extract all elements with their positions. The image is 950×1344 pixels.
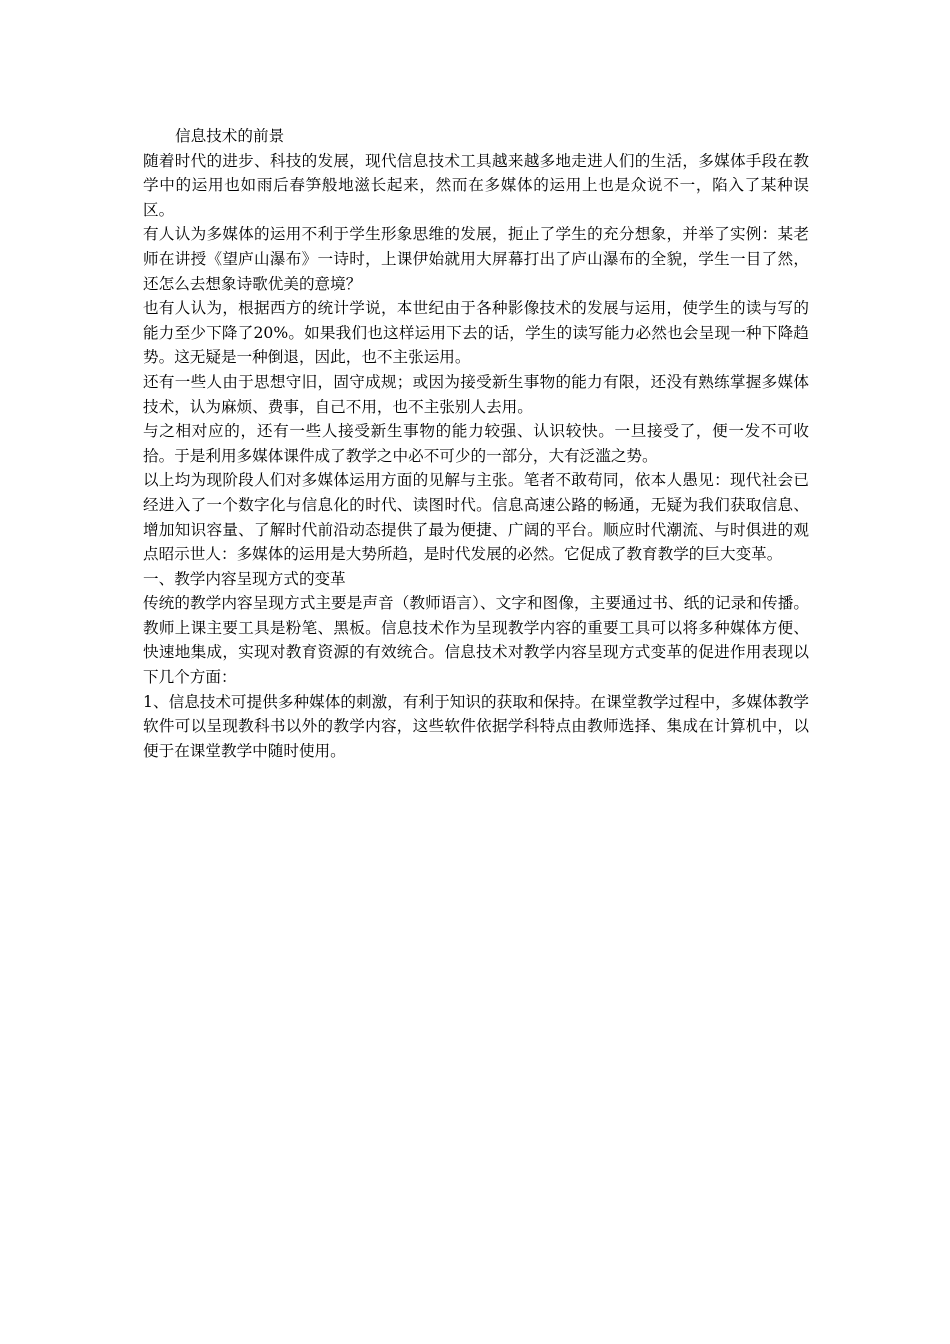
paragraph-author-opinion: 以上均为现阶段人们对多媒体运用方面的见解与主张。笔者不敢苟同，依本人愚见：现代社会已经进入了一个数字化与信息化的时代、读图时代。信息高速公路的畅通，无疑为我们获取信息、增加知识容量、了解时代前沿动态提供了最为便捷、广阔的平台。顺应时代潮流、与时俱进的观点昭示世人：多媒体的运用是大势所趋，是时代发展的必然。它促成了教育教学的巨大变革。: [143, 471, 809, 564]
document-body: [143, 124, 809, 763]
paragraph-section-1: 传统的教学内容呈现方式主要是声音（教师语言）、文字和图像，主要通过书、纸的记录和传播。教师上课主要工具是粉笔、黑板。信息技术作为呈现教学内容的重要工具可以将多种媒体方便、快速地集成，实现对教育资源的有效统合。信息技术对教学内容呈现方式变革的促进作用表现以下几个方面：: [143, 594, 809, 687]
document-title: 信息技术的前景: [175, 127, 285, 145]
paragraph-view-3: 还有一些人由于思想守旧，固守成规；或因为接受新生事物的能力有限，还没有熟练掌握多媒体技术，认为麻烦、费事，自己不用，也不主张别人去用。: [143, 372, 809, 416]
paragraph-view-1: 有人认为多媒体的运用不利于学生形象思维的发展，扼止了学生的充分想象，并举了实例：某老师在讲授《望庐山瀑布》一诗时，上课伊始就用大屏幕打出了庐山瀑布的全貌，学生一目了然，还怎么去想象诗歌优美的意境？: [143, 225, 809, 293]
section-heading-1: 一、教学内容呈现方式的变革: [143, 569, 346, 588]
paragraph-intro: 随着时代的进步、科技的发展，现代信息技术工具越来越多地走进人们的生活，多媒体手段在教学中的运用也如雨后春笋般地滋长起来，然而在多媒体的运用上也是众说不一，陷入了某种误区。: [143, 151, 809, 219]
paragraph-view-4: 与之相对应的，还有一些人接受新生事物的能力较强、认识较快。一旦接受了，便一发不可收拾。于是利用多媒体课件成了教学之中必不可少的一部分，大有泛滥之势。: [143, 422, 809, 465]
paragraph-point-1: 1、信息技术可提供多种媒体的刺激，有利于知识的获取和保持。在课堂教学过程中，多媒体教学软件可以呈现教科书以外的教学内容，这些软件依据学科特点由教师选择、集成在计算机中，以便于在课堂教学中随时使用。: [143, 692, 809, 760]
paragraph-view-2: 也有人认为，根据西方的统计学说，本世纪由于各种影像技术的发展与运用，使学生的读与写的能力至少下降了20%。如果我们也这样运用下去的话，学生的读写能力必然也会呈现一种下降趋势。这无疑是一种倒退，因此，也不主张运用。: [143, 299, 809, 367]
